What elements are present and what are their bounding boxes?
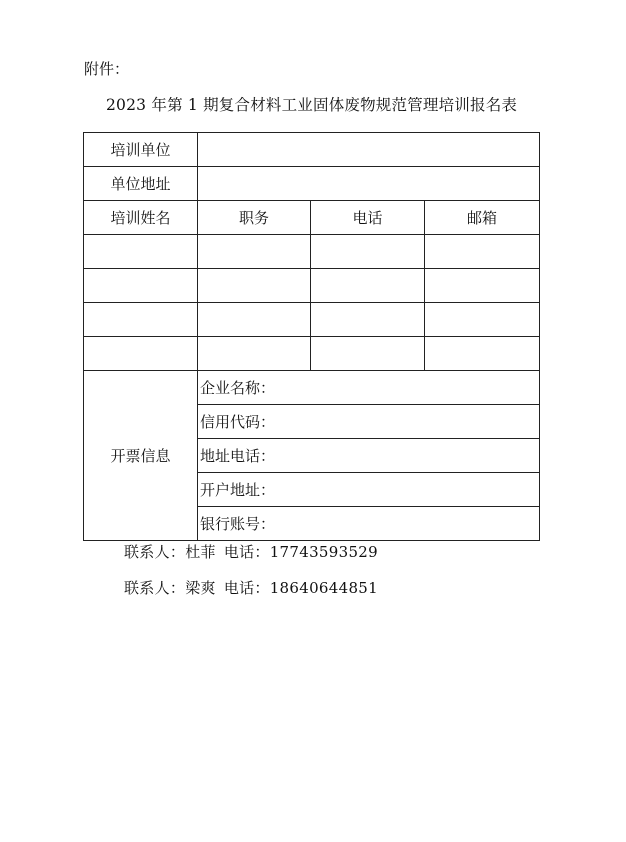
- trainee-position-cell[interactable]: [198, 235, 311, 269]
- attachment-label: 附件：: [84, 60, 130, 78]
- table-header-row: [84, 201, 540, 235]
- credit-code-field[interactable]: 信用代码：: [198, 405, 540, 439]
- contact-line: [124, 577, 378, 598]
- column-header-phone: 电话: [311, 201, 425, 235]
- column-header-position: 职务: [198, 201, 311, 235]
- contact-phone: 18640644851: [269, 579, 378, 597]
- trainee-email-cell[interactable]: [425, 303, 540, 337]
- contact-line: [124, 541, 378, 562]
- contact-phone-label: 电话：: [223, 543, 270, 561]
- page-title: 2023 年第 1 期复合材料工业固体废物规范管理培训报名表: [106, 96, 518, 114]
- trainee-name-cell[interactable]: [84, 235, 198, 269]
- bank-account-field[interactable]: 银行账号：: [198, 507, 540, 541]
- trainee-name-cell[interactable]: [84, 303, 198, 337]
- trainee-position-cell[interactable]: [198, 337, 311, 371]
- contact-phone: 17743593529: [269, 543, 378, 561]
- unit-address-label: 单位地址: [84, 167, 198, 201]
- bank-address-field[interactable]: 开户地址：: [198, 473, 540, 507]
- contact-label: 联系人：: [124, 579, 186, 597]
- table-row: [84, 269, 540, 303]
- unit-address-row: [84, 167, 540, 201]
- contact-phone-label: 电话：: [223, 579, 270, 597]
- trainee-phone-cell[interactable]: [311, 269, 425, 303]
- trainee-email-cell[interactable]: [425, 269, 540, 303]
- table-row: [84, 235, 540, 269]
- trainee-email-cell[interactable]: [425, 337, 540, 371]
- training-unit-row: [84, 133, 540, 167]
- invoice-info-label: 开票信息: [84, 371, 198, 541]
- table-row: [84, 303, 540, 337]
- table-row: [84, 337, 540, 371]
- address-phone-field[interactable]: 地址电话：: [198, 439, 540, 473]
- company-name-field[interactable]: 企业名称：: [198, 371, 540, 405]
- unit-address-field[interactable]: [198, 167, 540, 201]
- invoice-row: [84, 371, 540, 405]
- trainee-name-cell[interactable]: [84, 337, 198, 371]
- column-header-email: 邮箱: [425, 201, 540, 235]
- training-unit-field[interactable]: [198, 133, 540, 167]
- trainee-email-cell[interactable]: [425, 235, 540, 269]
- contact-name: 梁爽: [185, 579, 216, 597]
- trainee-phone-cell[interactable]: [311, 235, 425, 269]
- trainee-name-cell[interactable]: [84, 269, 198, 303]
- column-header-name: 培训姓名: [84, 201, 198, 235]
- contact-name: 杜菲: [185, 543, 216, 561]
- training-unit-label: 培训单位: [84, 133, 198, 167]
- contact-label: 联系人：: [124, 543, 186, 561]
- trainee-phone-cell[interactable]: [311, 303, 425, 337]
- trainee-position-cell[interactable]: [198, 269, 311, 303]
- trainee-position-cell[interactable]: [198, 303, 311, 337]
- trainee-phone-cell[interactable]: [311, 337, 425, 371]
- registration-form-table: [83, 132, 540, 541]
